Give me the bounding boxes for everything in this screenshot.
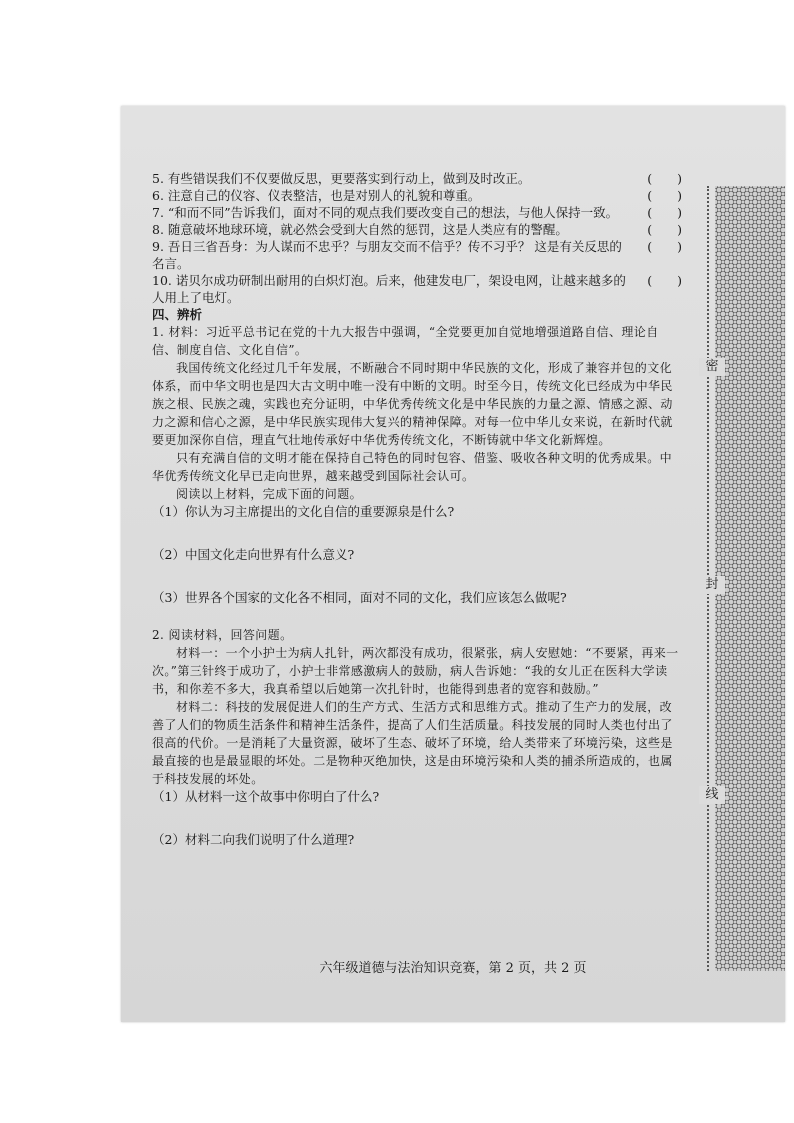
- judgment-item-10: 10. 诺贝尔成功研制出耐用的白炽灯泡。后来，他建发电厂，架设电网，让越来越多的人用上了电灯。 ( ): [152, 273, 682, 305]
- question-1-part-1: （1）你认为习主席提出的文化自信的重要源泉是什么?: [152, 504, 455, 519]
- judgment-item-6: 6. 注意自己的仪容、仪表整洁，也是对别人的礼貌和尊重。 ( ): [152, 188, 682, 203]
- question-2-material-2: 材料二：科技的发展促进人们的生产方式、生活方式和思维方式。推动了生产力的发展，改善了人们的物质生活条件和精神生活条件，提高了人们生活质量。科技发展的同时人类也付出了很高的代价。一是消耗了大量资源，破坏了生态、破坏了环境，给人类带来了环境污染，这些是最直接的也是最显眼的坏处。二是物种灭绝加快，这是由环境污染和人类的捕杀所造成的，也属于科技发展的坏处。: [152, 700, 673, 786]
- question-1-part-3: （3）世界各个国家的文化各不相同，面对不同的文化，我们应该怎么做呢?: [152, 590, 567, 605]
- judgment-item-8: 8. 随意破坏地球环境，就必然会受到大自然的惩罚，这是人类应有的警醒。 ( ): [152, 222, 682, 237]
- answer-paren: ( ): [647, 222, 682, 237]
- section-heading: 四、辨析: [152, 307, 203, 322]
- seal-mark-feng: 封: [699, 576, 725, 594]
- question-1-part-2: （2）中国文化走向世界有什么意义?: [152, 547, 355, 562]
- answer-paren: ( ): [647, 239, 682, 254]
- question-2-material-1: 材料一：一个小护士为病人扎针，两次都没有成功，很紧张，病人安慰她：“不要紧，再来一次。”第三针终于成功了，小护士非常感激病人的鼓励，病人告诉她：“我的女儿正在医科大学读书，和你差不多大，我真希望以后她第一次扎针时，也能得到患者的宽容和鼓励。”: [152, 646, 679, 696]
- answer-paren: ( ): [647, 188, 682, 203]
- answer-paren: ( ): [647, 273, 682, 288]
- question-2-intro: 2. 阅读材料，回答问题。: [152, 628, 293, 642]
- question-2-part-2: （2）材料二向我们说明了什么道理?: [152, 832, 355, 847]
- page-footer: 六年级道德与法治知识竞赛，第 2 页，共 2 页: [319, 961, 587, 976]
- judgment-item-9: 9. 吾日三省吾身：为人谋而不忠乎？与朋友交而不信乎？传不习乎？ 这是有关反思的名言。 ( ): [152, 239, 682, 271]
- question-1-paragraph-2: 只有充满自信的文明才能在保持自己特色的同时包容、借鉴、吸收各种文明的优秀成果。中华优秀传统文化早已走向世界，越来越受到国际社会认可。: [152, 451, 673, 483]
- hexagon-pattern: [715, 186, 785, 971]
- exam-content: [152, 170, 682, 848]
- question-2-part-1: （1）从材料一这个故事中你明白了什么?: [152, 789, 380, 804]
- question-1-intro: 1. 材料：习近平总书记在党的十九大报告中强调，“全党要更加自觉地增强道路自信、理论自信、制度自信、文化自信”。: [152, 325, 659, 357]
- question-1-paragraph-1: 我国传统文化经过几千年发展，不断融合不同时期中华民族的文化，形成了兼容并包的文化体系，而中华文明也是四大古文明中唯一没有中断的文明。时至今日，传统文化已经成为中华民族之根、民族之魂，实践也充分证明，中华优秀传统文化是中华民族的力量之源、情感之源、动力之源和信心之源，是中华民族实现伟大复兴的精神保障。对每一位中华儿女来说，在新时代就要更加深你自信，理直气壮地传承好中华优秀传统文化，不断铸就中华文化新辉煌。: [152, 361, 673, 447]
- answer-paren: ( ): [647, 171, 682, 186]
- answer-paren: ( ): [647, 205, 682, 220]
- judgment-item-7: 7. “和而不同”告诉我们，面对不同的观点我们要改变自己的想法，与他人保持一致。 ( ): [152, 205, 682, 220]
- seal-mark-xian: 线: [699, 786, 725, 804]
- binding-margin: [707, 186, 785, 971]
- question-1-prompt: 阅读以上材料，完成下面的问题。: [176, 487, 363, 501]
- judgment-item-5: 5. 有些错误我们不仅要做反思，更要落实到行动上，做到及时改正。 ( ): [152, 171, 682, 186]
- seal-mark-mi: 密: [699, 358, 725, 376]
